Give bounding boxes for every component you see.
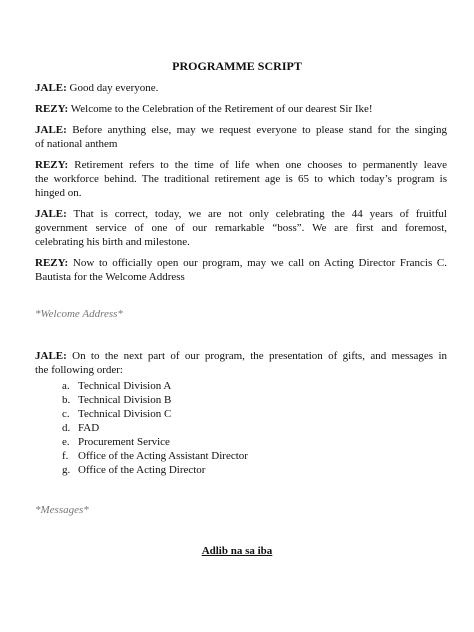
dialogue-text: Retirement refers to the time of life when one chooses to permanently leave: [74, 159, 448, 171]
list-item: [62, 449, 442, 463]
list-item-label: Technical Division B: [78, 394, 172, 406]
dialogue-text: of national anthem: [35, 138, 118, 150]
list-marker: a.: [62, 380, 70, 392]
list-marker: b.: [62, 394, 71, 406]
stage-note-welcome: *Welcome Address*: [35, 308, 123, 320]
speaker-label: REZY:: [35, 257, 69, 269]
speaker-label: JALE:: [35, 350, 67, 362]
script-line: [35, 256, 447, 270]
closing-line: Adlib na sa iba: [201, 545, 273, 557]
list-item: [62, 435, 442, 449]
speaker-label: JALE:: [35, 82, 67, 94]
script-line: [35, 158, 447, 172]
page-title: PROGRAMME SCRIPT: [172, 59, 302, 73]
script-line: [35, 123, 447, 137]
list-marker: e.: [62, 436, 70, 448]
dialogue-text: Now to officially open our program, may we call on Acting Director Francis C.: [72, 257, 447, 269]
list-item-label: Technical Division C: [78, 408, 172, 420]
dialogue-text: the workforce behind. The traditional retirement age is 65 to which today’s program is: [35, 173, 447, 185]
list-item-label: Office of the Acting Director: [78, 464, 206, 476]
list-item-label: FAD: [78, 422, 100, 434]
dialogue-text: On to the next part of our program, the presentation of gifts, and messages in: [72, 350, 447, 362]
dialogue-text: government service of one of our remarkable “boss”. We are first and foremost,: [35, 222, 447, 234]
dialogue-text: celebrating his birth and milestone.: [35, 236, 190, 248]
dialogue-text: Welcome to the Celebration of the Retirement of our dearest Sir Ike!: [70, 103, 373, 115]
dialogue-text: hinged on.: [35, 187, 82, 199]
dialogue-text: That is correct, today, we are not only celebrating the 44 years of fruitful: [73, 208, 447, 220]
script-line: [35, 207, 447, 221]
list-marker: g.: [62, 464, 71, 476]
dialogue-text: Before anything else, may we request everyone to please stand for the singing: [72, 124, 448, 136]
dialogue-text: Good day everyone.: [69, 82, 159, 94]
speaker-label: REZY:: [35, 103, 69, 115]
list-marker: f.: [62, 450, 69, 462]
list-item: [62, 407, 442, 421]
list-item: [62, 393, 442, 407]
dialogue-text: Bautista for the Welcome Address: [35, 271, 185, 283]
list-item-label: Office of the Acting Assistant Director: [78, 450, 248, 462]
speaker-label: JALE:: [35, 208, 67, 220]
script-line: [35, 349, 447, 363]
speaker-label: REZY:: [35, 159, 69, 171]
list-item-label: Procurement Service: [78, 436, 170, 448]
script-line: [35, 102, 447, 116]
script-line: [35, 81, 447, 95]
list-item: [62, 463, 442, 477]
stage-note-messages: *Messages*: [35, 504, 89, 516]
list-item: [62, 421, 442, 435]
list-marker: d.: [62, 422, 71, 434]
speaker-label: JALE:: [35, 124, 67, 136]
list-item-label: Technical Division A: [78, 380, 172, 392]
list-marker: c.: [62, 408, 70, 420]
list-item: [62, 379, 442, 393]
dialogue-text: the following order:: [35, 364, 123, 376]
